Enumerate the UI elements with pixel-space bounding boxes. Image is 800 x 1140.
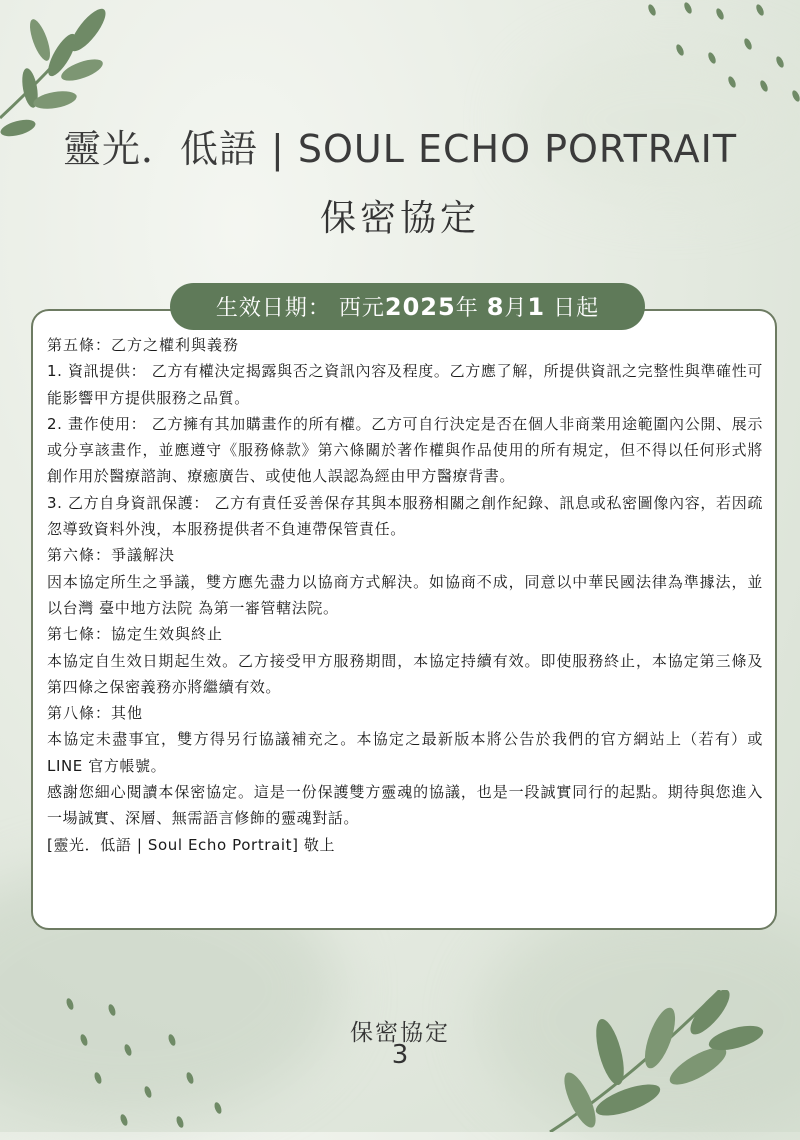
document-title: 靈光．低語 | SOUL ECHO PORTRAIT xyxy=(62,127,738,171)
effective-date-year: 2025 xyxy=(384,292,456,321)
article-8-text: 本協定未盡事宜，雙方得另行協議補充之。本協定之最新版本將公告於我們的官方網站上（若有）或 LINE 官方帳號。 xyxy=(47,730,763,775)
article-8-title: 第八條：其他 xyxy=(47,704,144,723)
article-5-item-1-text: 乙方有權決定揭露與否之資訊內容及程度。乙方應了解，所提供資訊之完整性與準確性可能影響甲方提供服務之品質。 xyxy=(47,362,763,407)
leaf-dots-icon xyxy=(620,0,800,120)
effective-date-badge xyxy=(170,283,645,330)
signature: [靈光．低語 | Soul Echo Portrait] 敬上 xyxy=(47,835,336,854)
article-7-text: 本協定自生效日期起生效。乙方接受甲方服務期間，本協定持續有效。即使服務終止，本協定第三條及第四條之保密義務亦將繼續有效。 xyxy=(47,651,763,696)
article-5-item-2-text: 乙方擁有其加購畫作的所有權。乙方可自行決定是否在個人非商業用途範圍內公開、展示或分享該畫作，並應遵守《服務條款》第六條關於著作權與作品使用的所有規定，但不得以任何形式將創作用於醫療諮詢、療癒廣告、或使他人誤認為經由甲方醫療背書。 xyxy=(47,414,763,486)
effective-date-suffix: 日起 xyxy=(553,296,600,321)
article-5-title: 第五條：乙方之權利與義務 xyxy=(47,336,240,354)
article-5-item-3-label: 3. 乙方自身資訊保護： xyxy=(47,493,210,512)
article-6-text: 因本協定所生之爭議，雙方應先盡力以協商方式解決。如協商不成，同意以中華民國法律為準據法，並以台灣 臺中地方法院 為第一審管轄法院。 xyxy=(47,572,763,617)
page-number: 3 xyxy=(391,1040,409,1070)
footer-title: 保密協定 xyxy=(350,1020,450,1046)
closing-text: 感謝您細心閱讀本保密協定。這是一份保護雙方靈魂的協議，也是一段誠實同行的起點。期待與您進入一場誠實、深層、無需語言修飾的靈魂對話。 xyxy=(47,783,763,828)
article-5-item-2-label: 2. 畫作使用： xyxy=(47,414,147,433)
article-5-item-3 xyxy=(47,490,763,543)
article-5-item-2 xyxy=(47,411,763,490)
article-5-item-1-label: 1. 資訊提供： xyxy=(47,362,147,381)
effective-date-month-unit: 月 xyxy=(504,296,528,321)
effective-date-day: 1 xyxy=(527,292,546,321)
article-5-item-1 xyxy=(47,358,763,411)
effective-date-year-unit: 年 xyxy=(455,296,479,321)
document-subtitle: 保密協定 xyxy=(319,198,480,239)
effective-date-month: 8 xyxy=(486,292,505,321)
agreement-content xyxy=(47,332,763,858)
article-6-title: 第六條：爭議解決 xyxy=(47,546,176,565)
effective-date-prefix: 西元 xyxy=(338,296,385,321)
article-7-title: 第七條：協定生效與終止 xyxy=(47,625,224,644)
effective-date-label: 生效日期： xyxy=(215,296,331,321)
article-5-item-3-text: 乙方有責任妥善保存其與本服務相關之創作紀錄、訊息或私密圖像內容，若因疏忽導致資料外洩，本服務提供者不負連帶保管責任。 xyxy=(47,493,764,539)
